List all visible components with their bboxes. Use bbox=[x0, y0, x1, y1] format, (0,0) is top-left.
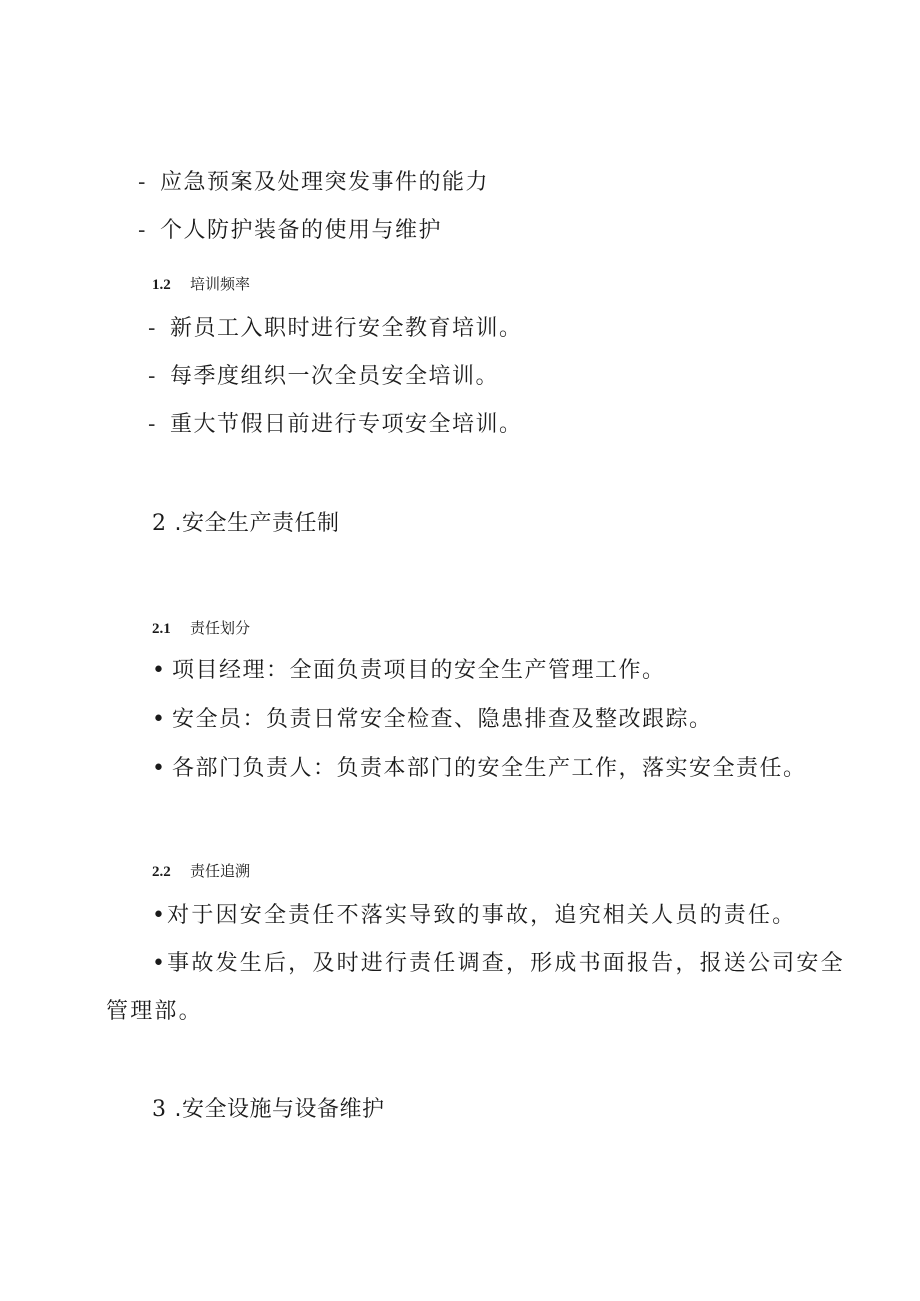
list-item bbox=[148, 318, 523, 340]
list-item bbox=[138, 220, 442, 242]
section-heading-3 bbox=[152, 1099, 385, 1121]
list-item-text: 安全员：负责日常安全检查、隐患排查及整改跟踪。 bbox=[172, 707, 713, 732]
section-number: 2 bbox=[152, 511, 167, 536]
dash-marker: - bbox=[138, 170, 147, 195]
list-item-text: 各部门负责人：负责本部门的安全生产工作，落实安全责任。 bbox=[172, 756, 807, 781]
subsection-number: 2.2 bbox=[152, 864, 171, 880]
subsection-title: 责任追溯 bbox=[190, 862, 251, 880]
dash-marker: - bbox=[138, 218, 147, 243]
paragraph: •事故发生后，及时进行责任调查，形成书面报告，报送公司安全 bbox=[152, 951, 845, 976]
subsection-title: 责任划分 bbox=[190, 619, 251, 637]
section-title: 安全设施与设备维护 bbox=[182, 1097, 385, 1122]
section-dot: . bbox=[174, 1097, 182, 1122]
subsection-heading-1-2 bbox=[152, 277, 250, 293]
paragraph: •对于因安全责任不落实导致的事故，追究相关人员的责任。 bbox=[152, 903, 797, 928]
section-dot: . bbox=[174, 511, 182, 536]
list-item-text: 项目经理：全面负责项目的安全生产管理工作。 bbox=[172, 658, 666, 683]
bullet-marker: • bbox=[152, 658, 167, 683]
subsection-number: 2.1 bbox=[152, 621, 171, 637]
list-item-text: 每季度组织一次全员安全培训。 bbox=[170, 364, 500, 389]
bullet-marker: • bbox=[152, 707, 167, 732]
subsection-number: 1.2 bbox=[152, 277, 171, 293]
paragraph-continuation: 管理部。 bbox=[106, 999, 203, 1024]
dash-marker: - bbox=[148, 316, 157, 341]
list-item-text: 新员工入职时进行安全教育培训。 bbox=[170, 316, 523, 341]
subsection-title: 培训频率 bbox=[190, 275, 251, 293]
section-number: 3 bbox=[152, 1097, 167, 1122]
dash-marker: - bbox=[148, 412, 157, 437]
list-item bbox=[148, 414, 523, 436]
list-item-text: 个人防护装备的使用与维护 bbox=[160, 218, 443, 243]
bullet-marker: • bbox=[152, 756, 167, 781]
section-title: 安全生产责任制 bbox=[182, 511, 340, 536]
list-item bbox=[152, 660, 666, 682]
list-item bbox=[152, 758, 807, 780]
subsection-heading-2-2 bbox=[152, 864, 250, 880]
subsection-heading-2-1 bbox=[152, 621, 250, 637]
list-item bbox=[152, 709, 713, 731]
section-heading-2 bbox=[152, 513, 340, 535]
list-item bbox=[138, 172, 489, 194]
list-item bbox=[148, 366, 499, 388]
list-item-text: 重大节假日前进行专项安全培训。 bbox=[170, 412, 523, 437]
dash-marker: - bbox=[148, 364, 157, 389]
list-item-text: 应急预案及处理突发事件的能力 bbox=[160, 170, 490, 195]
